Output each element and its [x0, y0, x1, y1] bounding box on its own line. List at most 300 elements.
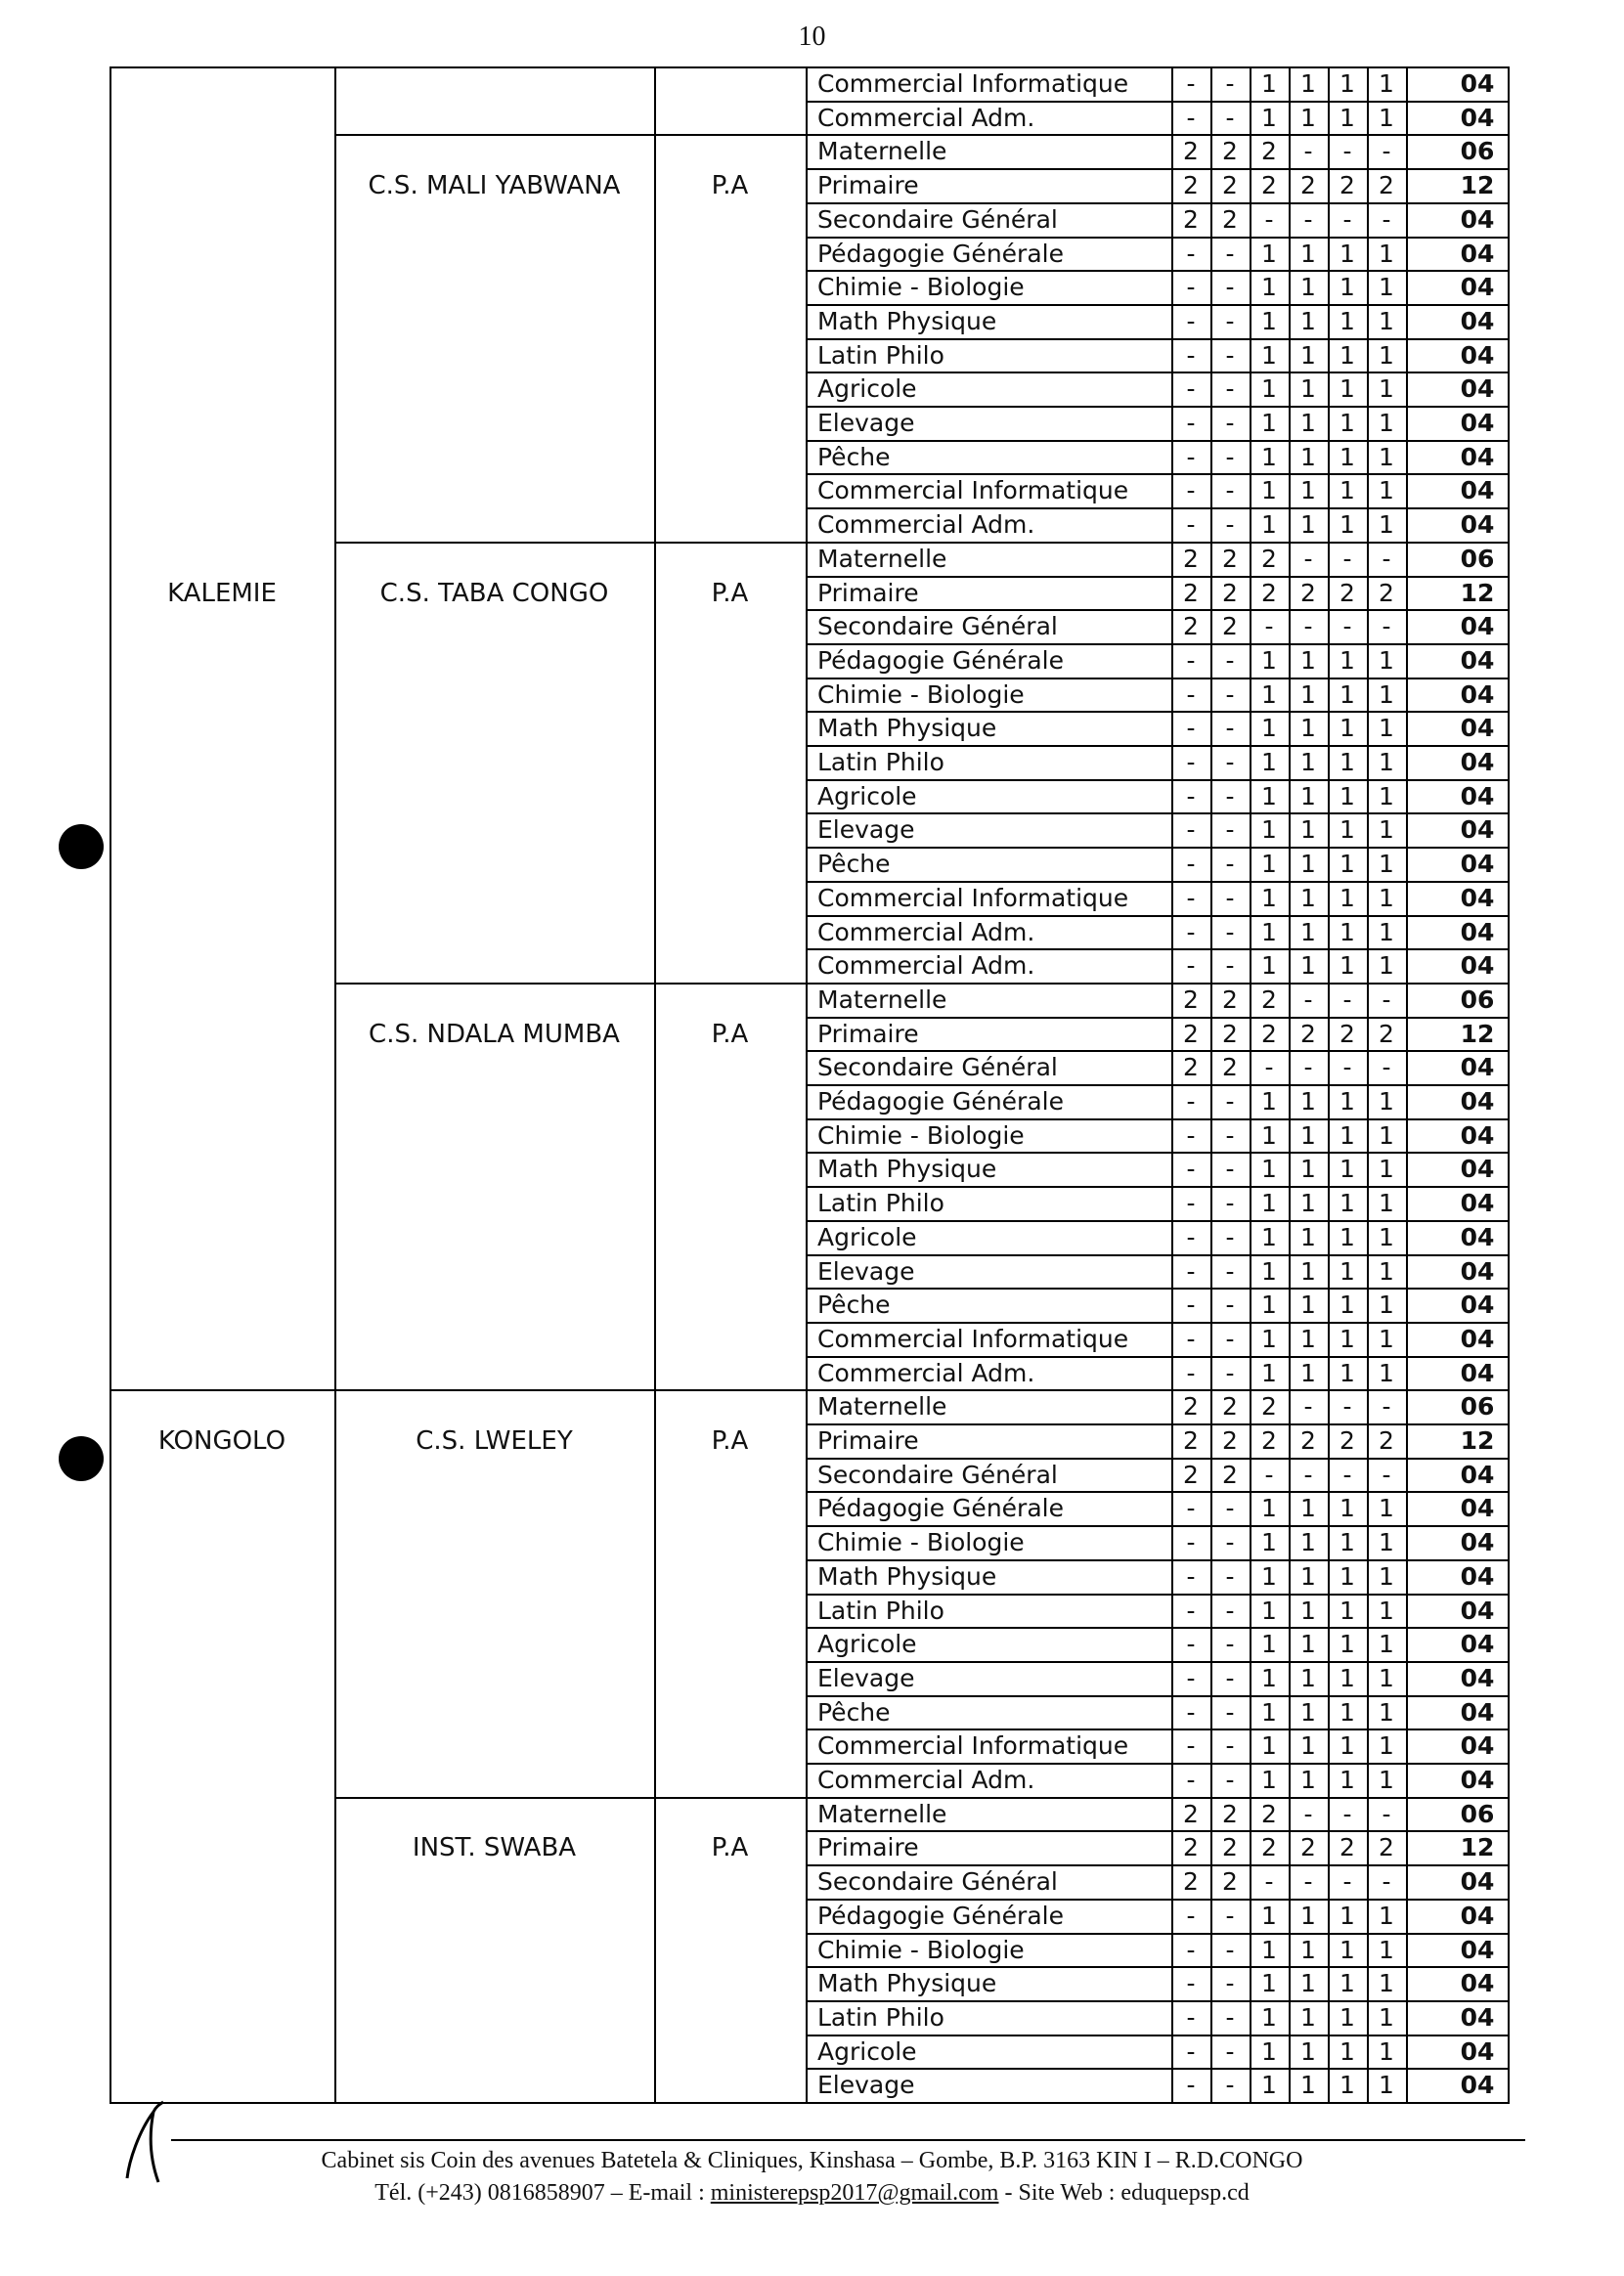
grade-value: -: [1342, 1392, 1352, 1422]
grade-value: 2: [1222, 1392, 1238, 1422]
grade-value: 1: [1300, 1731, 1316, 1761]
option-name: Latin Philo: [817, 748, 944, 776]
grade-value: -: [1186, 1087, 1196, 1116]
row-border: [806, 1220, 1510, 1222]
grade-value: 1: [1261, 1766, 1277, 1794]
grade-value: 1: [1300, 2036, 1316, 2066]
grade-value: -: [1382, 544, 1391, 573]
row-border: [806, 1288, 1510, 1290]
grade-value: 1: [1300, 1324, 1316, 1353]
grade-value: 1: [1379, 1256, 1394, 1286]
grade-value: 1: [1261, 1494, 1277, 1523]
row-border: [806, 1729, 1510, 1730]
row-total: 04: [1460, 409, 1495, 437]
grade-value: -: [1186, 679, 1196, 709]
grade-value: 2: [1183, 1426, 1199, 1455]
grade-value: 2: [1222, 1833, 1238, 1862]
option-name: Pêche: [817, 850, 891, 879]
grade-value: -: [1303, 544, 1313, 573]
grade-value: -: [1303, 204, 1313, 234]
grade-value: -: [1225, 1969, 1235, 1998]
grade-value: 1: [1379, 69, 1394, 98]
grade-value: -: [1342, 612, 1352, 641]
row-total: 12: [1460, 171, 1495, 200]
grade-value: -: [1342, 1053, 1352, 1082]
option-name: Math Physique: [817, 1561, 997, 1591]
grade-value: 1: [1300, 239, 1316, 268]
grade-value: -: [1225, 1766, 1235, 1794]
row-border: [806, 101, 1510, 103]
grade-value: 1: [1261, 1256, 1277, 1286]
grade-value: 1: [1300, 1697, 1316, 1727]
grade-value: -: [1225, 69, 1235, 98]
grade-value: 1: [1339, 714, 1355, 743]
grade-value: 1: [1300, 883, 1316, 912]
row-total: 12: [1460, 578, 1495, 607]
row-total: 04: [1460, 612, 1495, 641]
option-name: Primaire: [817, 171, 919, 200]
row-total: 04: [1460, 510, 1495, 540]
grade-value: 1: [1339, 1291, 1355, 1320]
grade-value: 1: [1379, 1189, 1394, 1218]
district-name: KALEMIE: [167, 578, 277, 608]
grade-value: -: [1186, 1120, 1196, 1150]
grade-value: 1: [1379, 476, 1394, 505]
grade-value: 1: [1261, 273, 1277, 302]
grade-value: 1: [1339, 1189, 1355, 1218]
option-name: Latin Philo: [817, 1189, 944, 1218]
grade-value: 1: [1339, 409, 1355, 437]
grade-value: 2: [1261, 137, 1277, 166]
row-total: 04: [1460, 1766, 1495, 1794]
grade-value: 1: [1379, 1630, 1394, 1659]
grade-value: -: [1225, 340, 1235, 370]
option-name: Math Physique: [817, 306, 997, 335]
row-total: 04: [1460, 1561, 1495, 1591]
grade-value: 1: [1379, 917, 1394, 946]
option-name: Commercial Adm.: [817, 951, 1035, 981]
grade-value: 1: [1261, 1155, 1277, 1184]
grade-value: -: [1382, 1867, 1391, 1897]
school-regime: P.A: [711, 578, 749, 608]
footer-contact: [0, 2180, 1624, 2207]
option-name: Secondaire Général: [817, 204, 1058, 234]
grade-value: 1: [1300, 1087, 1316, 1116]
allocation-table: [110, 66, 1510, 2114]
row-border: [806, 915, 1510, 917]
option-name: Chimie - Biologie: [817, 1935, 1025, 1964]
option-name: Maternelle: [817, 544, 947, 573]
row-total: 04: [1460, 917, 1495, 946]
grade-value: 1: [1300, 1291, 1316, 1320]
option-name: Maternelle: [817, 1799, 947, 1828]
grade-value: 1: [1339, 1087, 1355, 1116]
grade-value: 1: [1261, 679, 1277, 709]
row-total: 04: [1460, 714, 1495, 743]
grade-value: -: [1225, 679, 1235, 709]
grade-value: -: [1303, 1392, 1313, 1422]
row-border: [806, 678, 1510, 679]
grade-value: 1: [1261, 510, 1277, 540]
column-border: [110, 66, 111, 2104]
row-border: [806, 1933, 1510, 1935]
grade-value: -: [1186, 815, 1196, 845]
district-border: [110, 1389, 334, 1391]
school-name: C.S. TABA CONGO: [379, 578, 609, 608]
option-name: Agricole: [817, 2036, 917, 2066]
grade-value: 2: [1183, 137, 1199, 166]
option-name: Secondaire Général: [817, 1867, 1058, 1897]
grade-value: -: [1382, 204, 1391, 234]
grade-value: 1: [1261, 1358, 1277, 1387]
option-name: Latin Philo: [817, 2002, 944, 2032]
grade-value: -: [1225, 748, 1235, 776]
row-total: 04: [1460, 2071, 1495, 2100]
row-border: [806, 440, 1510, 442]
grade-value: -: [1186, 273, 1196, 302]
grade-value: 1: [1379, 273, 1394, 302]
option-name: Latin Philo: [817, 1596, 944, 1625]
grade-value: 1: [1379, 1663, 1394, 1692]
grade-value: 1: [1339, 1120, 1355, 1150]
school-block-border: [334, 134, 806, 136]
option-name: Elevage: [817, 1663, 915, 1692]
row-total: 04: [1460, 1087, 1495, 1116]
grade-value: 2: [1222, 1867, 1238, 1897]
grade-value: 2: [1300, 171, 1316, 200]
option-name: Chimie - Biologie: [817, 273, 1025, 302]
grade-value: 1: [1300, 1969, 1316, 1998]
row-border: [806, 1594, 1510, 1596]
grade-value: -: [1225, 442, 1235, 471]
grade-value: 2: [1183, 204, 1199, 234]
grade-value: 1: [1339, 2071, 1355, 2100]
row-total: 04: [1460, 645, 1495, 675]
grade-value: 1: [1300, 1494, 1316, 1523]
row-border: [806, 1627, 1510, 1629]
grade-value: 2: [1183, 578, 1199, 607]
row-border: [806, 2035, 1510, 2036]
grade-value: -: [1342, 1867, 1352, 1897]
row-total: 12: [1460, 1426, 1495, 1455]
grade-value: -: [1303, 137, 1313, 166]
grade-value: 2: [1183, 985, 1199, 1014]
grade-value: -: [1225, 1663, 1235, 1692]
row-total: 04: [1460, 103, 1495, 132]
row-total: 04: [1460, 1596, 1495, 1625]
grade-value: 1: [1261, 2071, 1277, 2100]
option-name: Agricole: [817, 1222, 917, 1251]
grade-value: 2: [1300, 1019, 1316, 1048]
grade-value: 1: [1339, 1731, 1355, 1761]
option-name: Commercial Adm.: [817, 103, 1035, 132]
grade-value: 1: [1339, 748, 1355, 776]
option-name: Commercial Adm.: [817, 917, 1035, 946]
grade-value: 1: [1339, 1155, 1355, 1184]
row-total: 04: [1460, 1528, 1495, 1557]
row-total: 04: [1460, 1630, 1495, 1659]
row-border: [806, 304, 1510, 306]
grade-value: -: [1186, 306, 1196, 335]
row-border: [806, 983, 1510, 985]
grade-value: -: [1186, 103, 1196, 132]
grade-value: 1: [1339, 239, 1355, 268]
grade-value: -: [1225, 1087, 1235, 1116]
grade-value: 1: [1300, 1222, 1316, 1251]
option-name: Primaire: [817, 578, 919, 607]
grade-value: 1: [1300, 1189, 1316, 1218]
grade-value: 2: [1222, 1799, 1238, 1828]
grade-value: -: [1186, 2036, 1196, 2066]
grade-value: 2: [1183, 1867, 1199, 1897]
grade-value: 1: [1261, 239, 1277, 268]
grade-value: -: [1342, 985, 1352, 1014]
grade-value: 1: [1261, 306, 1277, 335]
grade-value: 1: [1379, 1596, 1394, 1625]
grade-value: -: [1225, 2002, 1235, 2032]
row-total: 04: [1460, 204, 1495, 234]
grade-value: 1: [1300, 748, 1316, 776]
grade-value: 2: [1183, 1833, 1199, 1862]
option-name: Commercial Informatique: [817, 476, 1129, 505]
grade-value: 1: [1339, 442, 1355, 471]
row-total: 06: [1460, 1799, 1495, 1828]
grade-value: -: [1225, 1697, 1235, 1727]
grade-value: 2: [1261, 1392, 1277, 1422]
row-border: [806, 406, 1510, 408]
grade-value: 1: [1300, 1901, 1316, 1930]
grade-value: -: [1225, 306, 1235, 335]
grade-value: 1: [1339, 2036, 1355, 2066]
grade-value: 1: [1339, 103, 1355, 132]
grade-value: 2: [1222, 1426, 1238, 1455]
option-name: Commercial Informatique: [817, 1731, 1129, 1761]
grade-value: 2: [1300, 1833, 1316, 1862]
grade-value: 1: [1339, 1358, 1355, 1387]
row-border: [806, 1254, 1510, 1256]
grade-value: -: [1186, 340, 1196, 370]
district-name: KONGOLO: [157, 1426, 286, 1456]
grade-value: 1: [1339, 917, 1355, 946]
grade-value: 1: [1300, 69, 1316, 98]
grade-value: -: [1186, 1663, 1196, 1692]
row-border: [806, 1017, 1510, 1019]
option-name: Maternelle: [817, 985, 947, 1014]
grade-value: -: [1186, 374, 1196, 404]
grade-value: -: [1342, 137, 1352, 166]
grade-value: -: [1186, 1901, 1196, 1930]
option-name: Primaire: [817, 1019, 919, 1048]
grade-value: 1: [1300, 103, 1316, 132]
grade-value: 1: [1379, 1901, 1394, 1930]
row-border: [806, 576, 1510, 578]
grade-value: 1: [1261, 2036, 1277, 2066]
row-border: [806, 1423, 1510, 1425]
grade-value: -: [1186, 1766, 1196, 1794]
row-border: [806, 812, 1510, 814]
option-name: Latin Philo: [817, 340, 944, 370]
grade-value: 1: [1300, 1528, 1316, 1557]
grade-value: 1: [1300, 2071, 1316, 2100]
grade-value: 1: [1379, 409, 1394, 437]
grade-value: 1: [1261, 1663, 1277, 1692]
option-name: Commercial Informatique: [817, 883, 1129, 912]
grade-value: 2: [1339, 171, 1355, 200]
grade-value: -: [1225, 1222, 1235, 1251]
grade-value: -: [1303, 1799, 1313, 1828]
school-block-border: [334, 1797, 806, 1799]
grade-value: -: [1303, 1867, 1313, 1897]
grade-value: 1: [1379, 510, 1394, 540]
row-border: [806, 542, 1510, 544]
option-name: Commercial Adm.: [817, 1766, 1035, 1794]
grade-value: 1: [1300, 1766, 1316, 1794]
grade-value: 1: [1300, 1358, 1316, 1387]
school-name: C.S. NDALA MUMBA: [369, 1019, 620, 1049]
grade-value: 1: [1300, 306, 1316, 335]
row-total: 04: [1460, 1901, 1495, 1930]
grade-value: 1: [1339, 1766, 1355, 1794]
option-name: Chimie - Biologie: [817, 1120, 1025, 1150]
grade-value: -: [1225, 1935, 1235, 1964]
option-name: Secondaire Général: [817, 1460, 1058, 1489]
row-border: [806, 948, 1510, 950]
row-border: [806, 134, 1510, 136]
grade-value: 1: [1300, 1256, 1316, 1286]
grade-value: -: [1186, 714, 1196, 743]
grade-value: 1: [1300, 850, 1316, 879]
row-border: [806, 507, 1510, 509]
option-name: Agricole: [817, 374, 917, 404]
row-border: [806, 1797, 1510, 1799]
grade-value: -: [1225, 883, 1235, 912]
grade-value: 1: [1379, 306, 1394, 335]
grade-value: -: [1186, 951, 1196, 981]
grade-value: 2: [1183, 171, 1199, 200]
row-total: 04: [1460, 1324, 1495, 1353]
grade-value: 1: [1300, 679, 1316, 709]
row-total: 04: [1460, 1731, 1495, 1761]
row-border: [806, 1322, 1510, 1324]
grade-value: -: [1342, 1799, 1352, 1828]
row-total: 04: [1460, 1256, 1495, 1286]
row-total: 04: [1460, 1155, 1495, 1184]
grade-value: 2: [1300, 1426, 1316, 1455]
row-total: 04: [1460, 1867, 1495, 1897]
grade-value: -: [1382, 1392, 1391, 1422]
grade-value: 1: [1261, 883, 1277, 912]
grade-value: 1: [1339, 1596, 1355, 1625]
grade-value: 1: [1339, 645, 1355, 675]
grade-value: 2: [1261, 1833, 1277, 1862]
row-total: 04: [1460, 951, 1495, 981]
row-total: 04: [1460, 1460, 1495, 1489]
grade-value: 2: [1183, 1053, 1199, 1082]
grade-value: -: [1382, 1799, 1391, 1828]
grade-value: -: [1225, 815, 1235, 845]
grade-value: 1: [1379, 2071, 1394, 2100]
footer-address: Cabinet sis Coin des avenues Batetela & Cliniques, Kinshasa – Gombe, B.P. 3163 KIN I – R.D.CONGO: [321, 2148, 1303, 2173]
school-regime: P.A: [711, 1833, 749, 1863]
row-total: 12: [1460, 1833, 1495, 1862]
grade-value: 1: [1379, 1494, 1394, 1523]
grade-value: 1: [1261, 1291, 1277, 1320]
table-bottom-border: [110, 2102, 1510, 2104]
grade-value: 1: [1300, 1561, 1316, 1591]
grade-value: 1: [1261, 476, 1277, 505]
row-border: [806, 237, 1510, 239]
grade-value: -: [1382, 612, 1391, 641]
grade-value: -: [1225, 476, 1235, 505]
grade-value: 2: [1222, 137, 1238, 166]
grade-value: -: [1225, 2036, 1235, 2066]
grade-value: -: [1303, 612, 1313, 641]
grade-value: -: [1264, 1867, 1274, 1897]
row-total: 04: [1460, 476, 1495, 505]
row-total: 04: [1460, 1935, 1495, 1964]
grade-value: 2: [1261, 985, 1277, 1014]
option-name: Math Physique: [817, 1155, 997, 1184]
row-total: 12: [1460, 1019, 1495, 1048]
grade-value: 2: [1183, 1019, 1199, 1048]
row-border: [806, 1084, 1510, 1086]
grade-value: 1: [1379, 2002, 1394, 2032]
row-total: 04: [1460, 306, 1495, 335]
row-total: 04: [1460, 850, 1495, 879]
option-name: Pédagogie Générale: [817, 239, 1064, 268]
row-total: 04: [1460, 1189, 1495, 1218]
grade-value: 1: [1379, 1222, 1394, 1251]
grade-value: -: [1186, 1630, 1196, 1659]
grade-value: 1: [1339, 476, 1355, 505]
row-total: 06: [1460, 985, 1495, 1014]
grade-value: 1: [1379, 748, 1394, 776]
grade-value: 1: [1261, 917, 1277, 946]
grade-value: 1: [1261, 781, 1277, 810]
grade-value: -: [1186, 1697, 1196, 1727]
grade-value: 2: [1261, 1426, 1277, 1455]
row-border: [806, 270, 1510, 272]
grade-value: -: [1303, 1460, 1313, 1489]
grade-value: -: [1186, 510, 1196, 540]
grade-value: 2: [1379, 171, 1394, 200]
grade-value: 2: [1339, 1019, 1355, 1048]
option-name: Agricole: [817, 781, 917, 810]
grade-value: 1: [1339, 340, 1355, 370]
option-name: Agricole: [817, 1630, 917, 1659]
grade-value: 1: [1261, 1697, 1277, 1727]
footer-email-link[interactable]: ministerepsp2017@gmail.com: [710, 2180, 999, 2206]
row-border: [806, 202, 1510, 204]
grade-value: 1: [1379, 1731, 1394, 1761]
row-border: [806, 1186, 1510, 1188]
option-name: Elevage: [817, 2071, 915, 2100]
row-total: 04: [1460, 1120, 1495, 1150]
grade-value: -: [1186, 1596, 1196, 1625]
grade-value: 1: [1379, 340, 1394, 370]
grade-value: -: [1382, 1460, 1391, 1489]
grade-value: 1: [1379, 1969, 1394, 1998]
row-border: [806, 1899, 1510, 1901]
grade-value: 2: [1261, 1019, 1277, 1048]
option-name: Commercial Informatique: [817, 1324, 1129, 1353]
grade-value: -: [1225, 1324, 1235, 1353]
option-name: Maternelle: [817, 137, 947, 166]
grade-value: 1: [1379, 679, 1394, 709]
row-total: 04: [1460, 1697, 1495, 1727]
grade-value: 1: [1339, 883, 1355, 912]
grade-value: -: [1225, 1358, 1235, 1387]
